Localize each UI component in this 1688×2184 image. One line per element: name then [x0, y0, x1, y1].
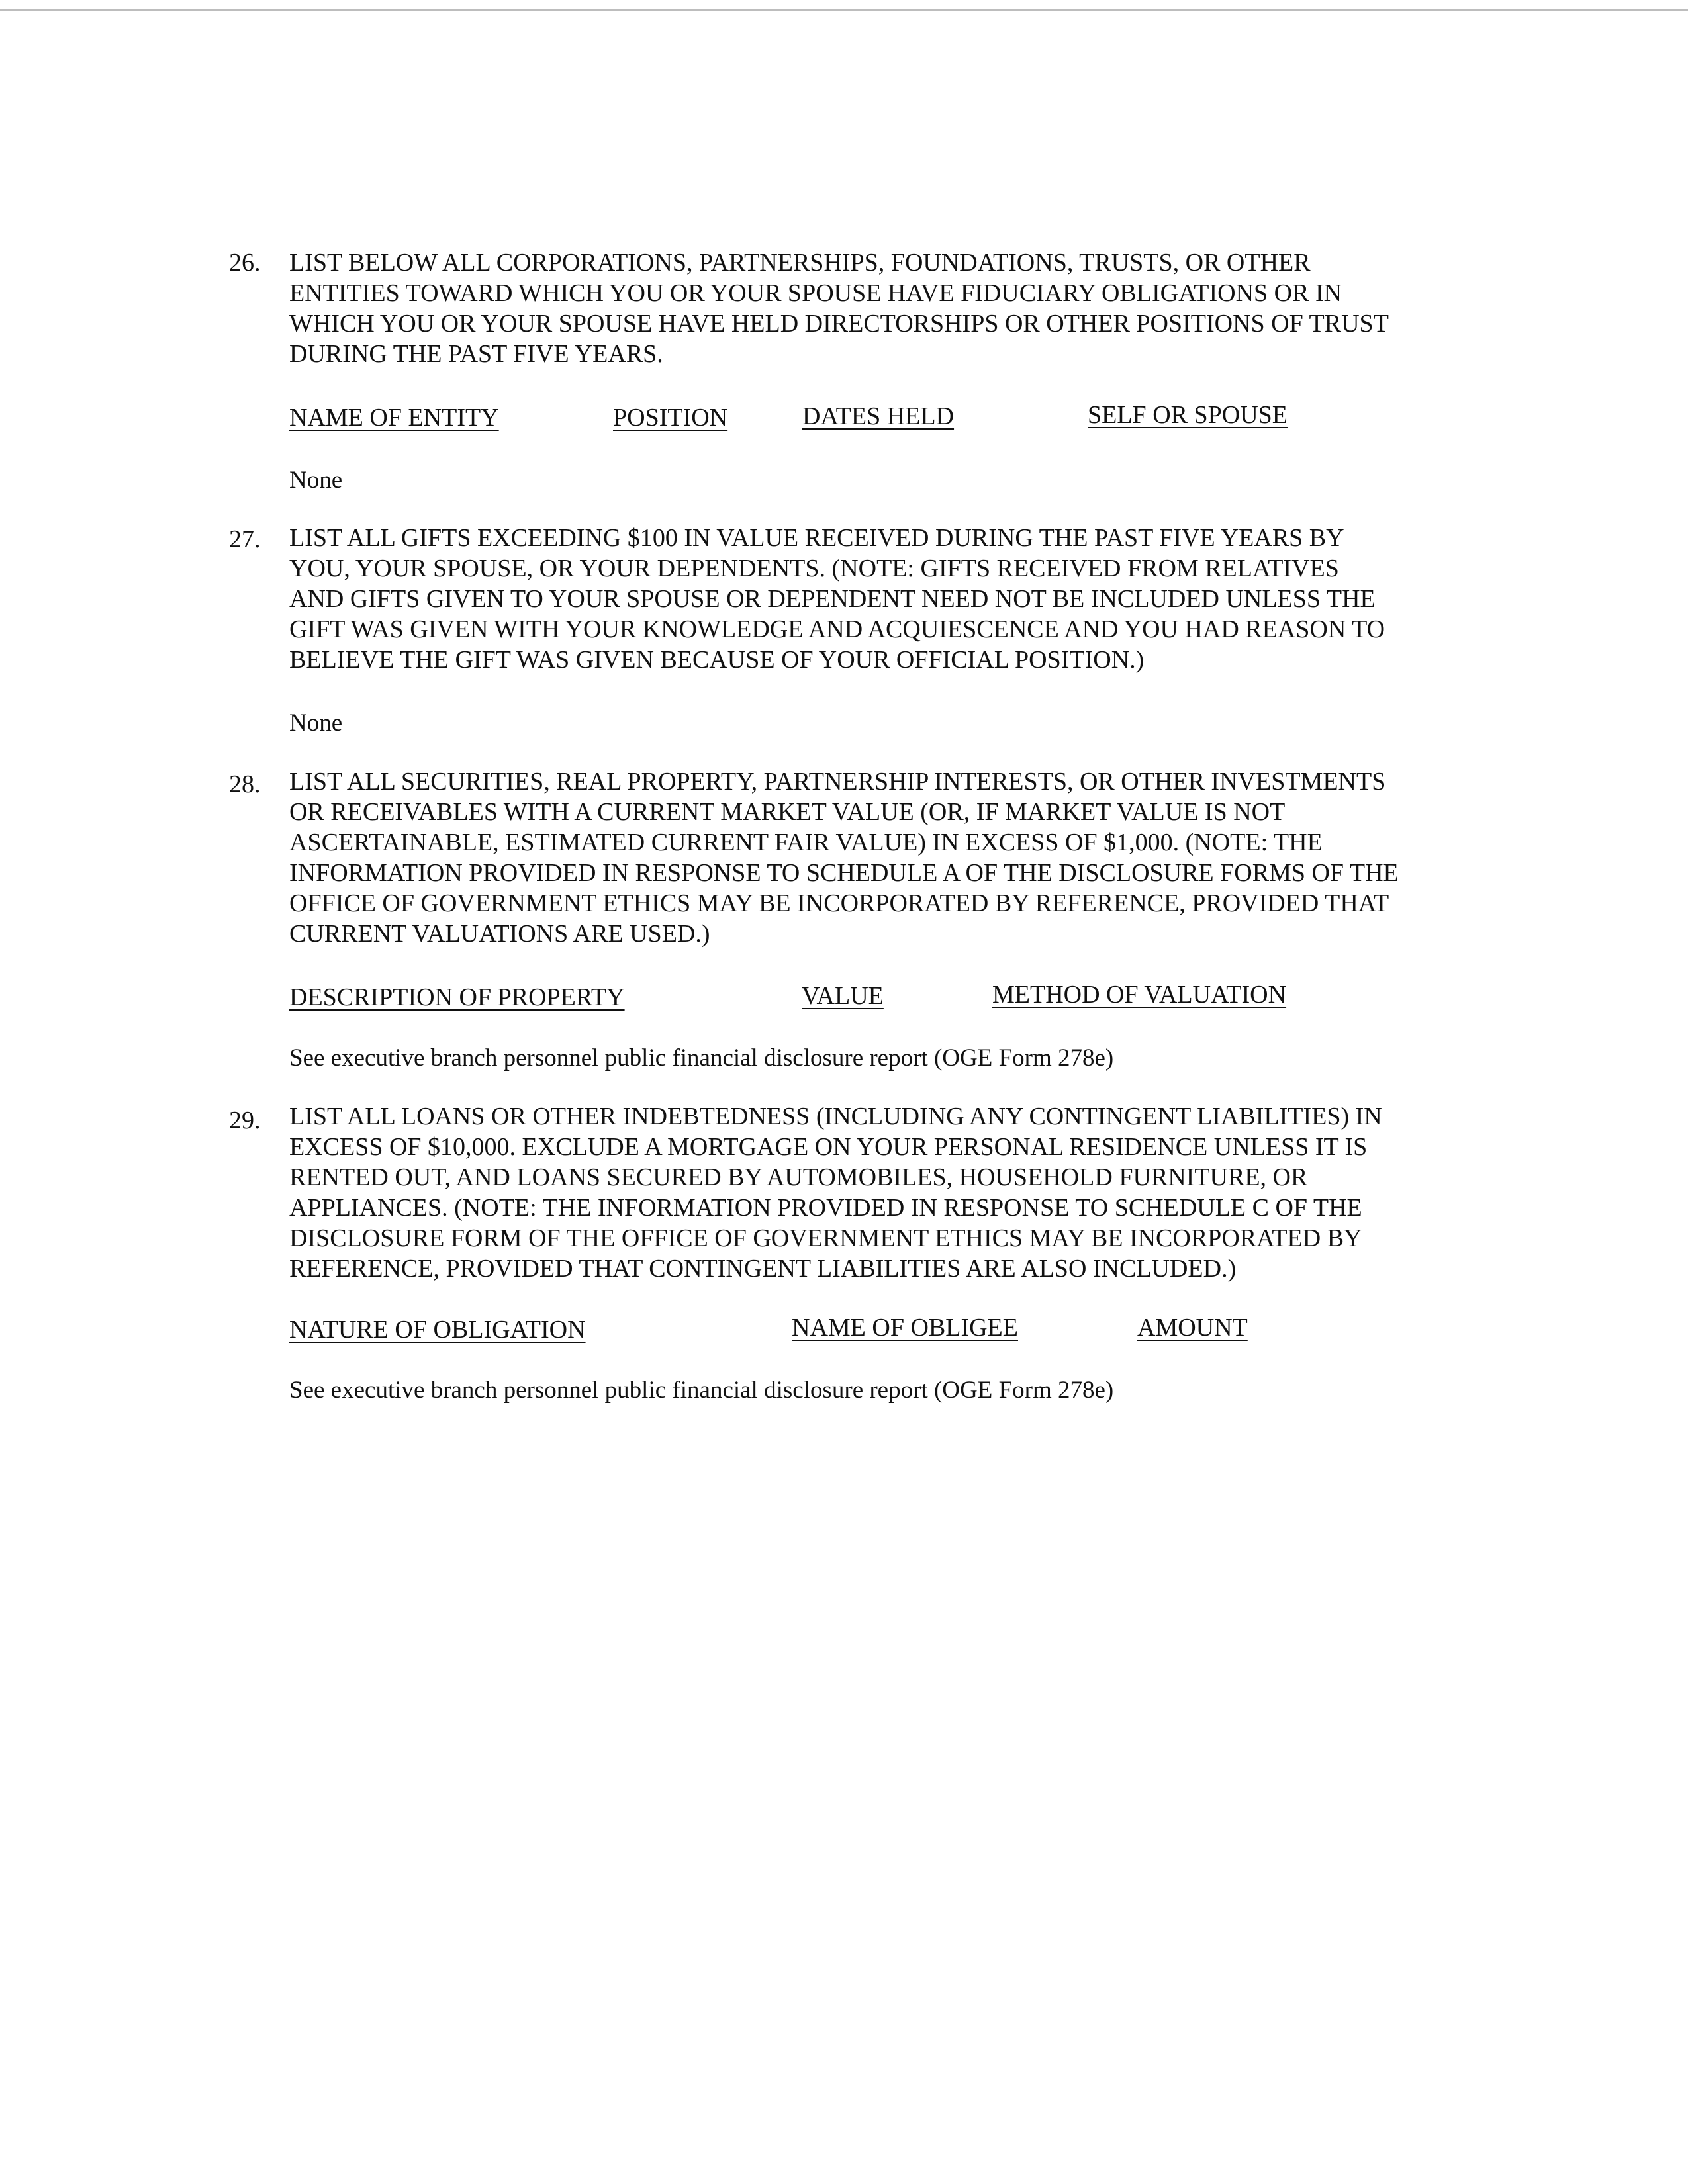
- column-header-dates-held: DATES HELD: [802, 402, 955, 430]
- question-line: ASCERTAINABLE, ESTIMATED CURRENT FAIR VALUE) IN EXCESS OF $1,000. (NOTE: THE: [289, 829, 1323, 856]
- question-line: REFERENCE, PROVIDED THAT CONTINGENT LIABILITIES ARE ALSO INCLUDED.): [289, 1255, 1237, 1283]
- column-header-name-of-entity: NAME OF ENTITY: [289, 404, 499, 432]
- question-number: 28.: [229, 770, 261, 798]
- column-header-value: VALUE: [802, 982, 884, 1010]
- question-line: OR RECEIVABLES WITH A CURRENT MARKET VALUE (OR, IF MARKET VALUE IS NOT: [289, 798, 1286, 826]
- question-line: RENTED OUT, AND LOANS SECURED BY AUTOMOBILES, HOUSEHOLD FURNITURE, OR: [289, 1163, 1308, 1191]
- column-header-method-of-valuation: METHOD OF VALUATION: [992, 981, 1287, 1009]
- question-line: EXCESS OF $10,000. EXCLUDE A MORTGAGE ON YOUR PERSONAL RESIDENCE UNLESS IT IS: [289, 1133, 1368, 1161]
- column-header-amount: AMOUNT: [1137, 1314, 1248, 1342]
- question-line: GIFT WAS GIVEN WITH YOUR KNOWLEDGE AND ACQUIESCENCE AND YOU HAD REASON TO: [289, 615, 1385, 643]
- question-text: [289, 523, 1481, 675]
- question-line: LIST BELOW ALL CORPORATIONS, PARTNERSHIPS, FOUNDATIONS, TRUSTS, OR OTHER: [289, 249, 1311, 277]
- column-header-name-of-obligee: NAME OF OBLIGEE: [792, 1314, 1018, 1342]
- column-header-position: POSITION: [613, 404, 728, 432]
- question-line: LIST ALL LOANS OR OTHER INDEBTEDNESS (INCLUDING ANY CONTINGENT LIABILITIES) IN: [289, 1103, 1382, 1130]
- question-text: [289, 248, 1481, 369]
- question-text: [289, 766, 1481, 949]
- answer-text: See executive branch personnel public financial disclosure report (OGE Form 278e): [289, 1044, 1114, 1071]
- answer-text: None: [289, 467, 343, 494]
- column-header-nature-of-obligation: NATURE OF OBLIGATION: [289, 1316, 586, 1343]
- question-line: CURRENT VALUATIONS ARE USED.): [289, 920, 710, 948]
- question-line: LIST ALL SECURITIES, REAL PROPERTY, PARTNERSHIP INTERESTS, OR OTHER INVESTMENTS: [289, 768, 1386, 796]
- question-line: DURING THE PAST FIVE YEARS.: [289, 340, 663, 368]
- answer-text: See executive branch personnel public financial disclosure report (OGE Form 278e): [289, 1377, 1114, 1404]
- question-number: 27.: [229, 525, 261, 553]
- question-text: [289, 1101, 1481, 1284]
- question-line: BELIEVE THE GIFT WAS GIVEN BECAUSE OF YOUR OFFICIAL POSITION.): [289, 646, 1145, 674]
- question-line: APPLIANCES. (NOTE: THE INFORMATION PROVIDED IN RESPONSE TO SCHEDULE C OF THE: [289, 1194, 1362, 1222]
- question-line: DISCLOSURE FORM OF THE OFFICE OF GOVERNMENT ETHICS MAY BE INCORPORATED BY: [289, 1224, 1362, 1252]
- page-top-rule: [0, 9, 1688, 11]
- question-line: ENTITIES TOWARD WHICH YOU OR YOUR SPOUSE HAVE FIDUCIARY OBLIGATIONS OR IN: [289, 279, 1342, 307]
- question-line: WHICH YOU OR YOUR SPOUSE HAVE HELD DIRECTORSHIPS OR OTHER POSITIONS OF TRUST: [289, 310, 1389, 338]
- question-line: INFORMATION PROVIDED IN RESPONSE TO SCHEDULE A OF THE DISCLOSURE FORMS OF THE: [289, 859, 1399, 887]
- question-number: 26.: [229, 249, 261, 277]
- question-line: AND GIFTS GIVEN TO YOUR SPOUSE OR DEPENDENT NEED NOT BE INCLUDED UNLESS THE: [289, 585, 1376, 613]
- question-number: 29.: [229, 1107, 261, 1134]
- column-header-self-or-spouse: SELF OR SPOUSE: [1088, 401, 1288, 429]
- question-line: LIST ALL GIFTS EXCEEDING $100 IN VALUE RECEIVED DURING THE PAST FIVE YEARS BY: [289, 524, 1344, 552]
- question-line: YOU, YOUR SPOUSE, OR YOUR DEPENDENTS. (NOTE: GIFTS RECEIVED FROM RELATIVES: [289, 555, 1339, 582]
- answer-text: None: [289, 709, 343, 737]
- question-line: OFFICE OF GOVERNMENT ETHICS MAY BE INCORPORATED BY REFERENCE, PROVIDED THAT: [289, 889, 1389, 917]
- column-header-description-of-property: DESCRIPTION OF PROPERTY: [289, 983, 625, 1011]
